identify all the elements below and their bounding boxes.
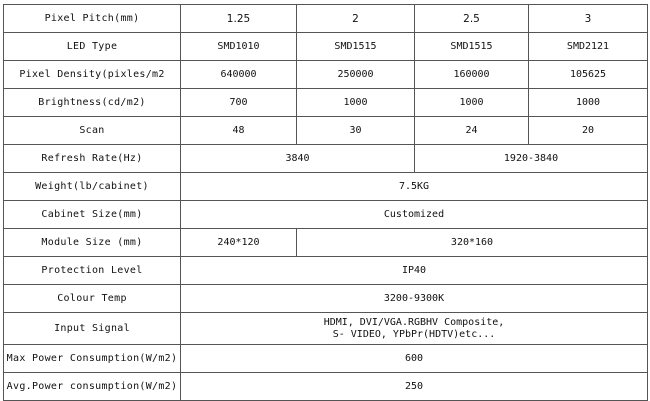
row-label-protection-level: Protection Level [4, 257, 181, 285]
row-label-scan: Scan [4, 117, 181, 145]
row-label-max-power: Max Power Consumption(W/m2) [4, 345, 181, 373]
protection-level-value: IP40 [181, 257, 648, 285]
table-row-pixel-pitch [4, 5, 648, 33]
table-row-weight [4, 173, 648, 201]
row-label-pixel-pitch: Pixel Pitch(mm) [4, 5, 181, 33]
max-power-value: 600 [181, 345, 648, 373]
input-signal-value [181, 313, 648, 345]
density-value-1: 640000 [181, 61, 297, 89]
row-label-led-type: LED Type [4, 33, 181, 61]
table-row-pixel-density [4, 61, 648, 89]
density-value-2: 250000 [297, 61, 415, 89]
table-row-brightness [4, 89, 648, 117]
table-row-protection-level [4, 257, 648, 285]
weight-value: 7.5KG [181, 173, 648, 201]
scan-value-3: 24 [415, 117, 529, 145]
row-label-brightness: Brightness(cd/m2) [4, 89, 181, 117]
table-row-colour-temp [4, 285, 648, 313]
led-value-4: SMD2121 [529, 33, 648, 61]
pitch-value-4: 3 [529, 5, 648, 33]
refresh-value-1: 3840 [181, 145, 415, 173]
colour-temp-value: 3200-9300K [181, 285, 648, 313]
module-size-value-1: 240*120 [181, 229, 297, 257]
module-size-value-2: 320*160 [297, 229, 648, 257]
scan-value-2: 30 [297, 117, 415, 145]
row-label-avg-power: Avg.Power consumption(W/m2) [4, 373, 181, 401]
pitch-value-2: 2 [297, 5, 415, 33]
brightness-value-1: 700 [181, 89, 297, 117]
table-row-input-signal [4, 313, 648, 345]
row-label-module-size: Module Size (mm) [4, 229, 181, 257]
row-label-cabinet-size: Cabinet Size(mm) [4, 201, 181, 229]
cabinet-size-value: Customized [181, 201, 648, 229]
row-label-colour-temp: Colour Temp [4, 285, 181, 313]
row-label-weight: Weight(lb/cabinet) [4, 173, 181, 201]
table-row-led-type [4, 33, 648, 61]
table-row-refresh-rate [4, 145, 648, 173]
table-row-scan [4, 117, 648, 145]
table-row-max-power [4, 345, 648, 373]
refresh-value-2: 1920-3840 [415, 145, 648, 173]
row-label-input-signal: Input Signal [4, 313, 181, 345]
input-signal-line-1: HDMI, DVI/VGA.RGBHV Composite, [323, 316, 505, 328]
brightness-value-4: 1000 [529, 89, 648, 117]
table-row-cabinet-size [4, 201, 648, 229]
row-label-pixel-density: Pixel Density(pixles/m2 [4, 61, 181, 89]
row-label-refresh-rate: Refresh Rate(Hz) [4, 145, 181, 173]
table-row-module-size [4, 229, 648, 257]
scan-value-4: 20 [529, 117, 648, 145]
led-value-2: SMD1515 [297, 33, 415, 61]
led-value-3: SMD1515 [415, 33, 529, 61]
avg-power-value: 250 [181, 373, 648, 401]
brightness-value-2: 1000 [297, 89, 415, 117]
spec-table-container [3, 4, 648, 401]
led-value-1: SMD1010 [181, 33, 297, 61]
brightness-value-3: 1000 [415, 89, 529, 117]
density-value-3: 160000 [415, 61, 529, 89]
input-signal-line-2: S- VIDEO, YPbPr(HDTV)etc... [332, 328, 496, 340]
pitch-value-1: 1.25 [181, 5, 297, 33]
spec-table [3, 4, 648, 401]
scan-value-1: 48 [181, 117, 297, 145]
table-row-avg-power [4, 373, 648, 401]
pitch-value-3: 2.5 [415, 5, 529, 33]
density-value-4: 105625 [529, 61, 648, 89]
